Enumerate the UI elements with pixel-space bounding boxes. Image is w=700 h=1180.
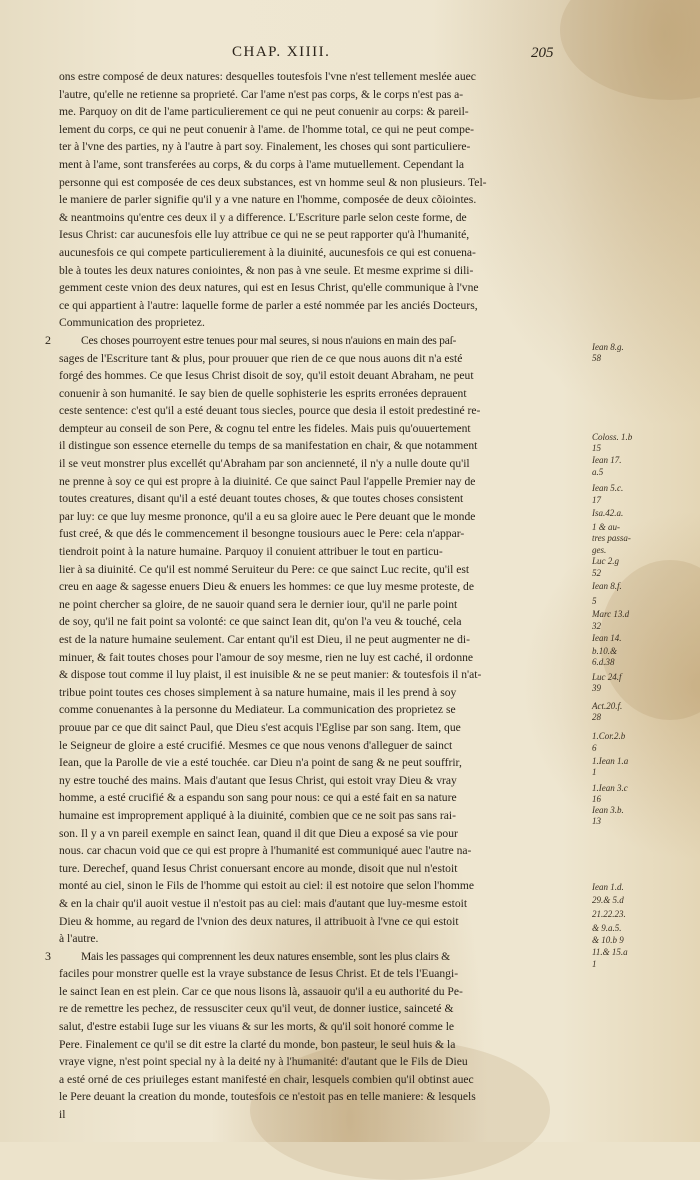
text-line: Iesus Christ: car aucunesfois elle luy attribue ce qui ne se peut rapporter qu'à l'humanité, bbox=[59, 228, 470, 242]
margin-note: 28 bbox=[592, 712, 601, 722]
text-line: ny estre touché des mains. Mais d'autant que Iesus Christ, qui estoit vray Dieu & vray bbox=[59, 773, 457, 787]
margin-note: Iean 1.d. bbox=[592, 882, 624, 892]
margin-note: Luc 2.g bbox=[592, 556, 619, 566]
text-line: il bbox=[59, 1108, 66, 1122]
margin-note: Iean 5.c. bbox=[592, 483, 624, 493]
text-line: le Seigneur de gloire a esté crucifié. Mesmes ce que nous venons d'alleguer de sainct bbox=[59, 738, 453, 752]
margin-note: 29.& 5.d bbox=[592, 895, 624, 905]
margin-note: Iean 14. bbox=[592, 633, 622, 643]
text-line: homme, a esté crucifié & a espandu son sang pour nous: ce qui a esté fait en sa nature bbox=[59, 791, 457, 805]
text-line: nous. car chacun void que ce qui est propre à l'humanité est communiqué auec l'autre na- bbox=[59, 844, 472, 858]
margin-note: Iean 17. bbox=[592, 455, 622, 465]
margin-note: Iean 3.b. bbox=[592, 805, 624, 815]
margin-note: 1 bbox=[592, 959, 597, 969]
text-line: ment à l'ame, sont transferées au corps, & du corps à l'ame mutuellement. Cependant la bbox=[59, 157, 464, 171]
margin-note: Marc 13.d bbox=[592, 609, 630, 619]
text-line: le Pere deuant la creation du monde, toutesfois ce n'estoit pas en telle maniere: & lesquels bbox=[59, 1090, 476, 1104]
margin-note: 32 bbox=[592, 621, 601, 631]
margin-note: 6 bbox=[592, 743, 597, 753]
paragraph bbox=[45, 948, 559, 1124]
paragraph bbox=[45, 332, 559, 948]
text-line: le sainct Iean en est plein. Car ce que nous lisons là, assauoir qu'il a eu authorité du Pe- bbox=[59, 984, 463, 998]
text-line: & en la chair qu'il auoit vestue il n'estoit pas au ciel: mais d'autant que luy-mesme estoit bbox=[59, 896, 468, 910]
text-line: vraye vigne, n'est point special ny à la deité ny à l'humanité: d'autant que le Fils de Dieu bbox=[59, 1055, 468, 1069]
text-line: à l'autre. bbox=[59, 932, 99, 946]
text-line: Ces choses pourroyent estre tenues pour mal seures, si nous n'auions en main des paſ- bbox=[81, 333, 457, 347]
margin-note: 1.Cor.2.b bbox=[592, 731, 626, 741]
text-line: ons estre composé de deux natures: desquelles toutesfois l'vne n'est tellement meslée auec bbox=[59, 70, 476, 83]
text-line: a esté orné de ces priuileges estant manifesté en chair, lesquels combien qu'il obtinst auec bbox=[59, 1072, 474, 1086]
margin-note: 1 & au- bbox=[592, 522, 620, 532]
text-line: Iean, que la Parolle de vie a esté touchée. car Dieu n'a point de sang & ne peut souffrir, bbox=[59, 756, 462, 770]
text-line: toutes creatures, disant qu'il a esté deuant toutes choses, & que toutes choses consistent bbox=[59, 492, 464, 506]
margin-note: & 9.a.5. bbox=[592, 923, 622, 933]
page-header bbox=[0, 44, 700, 68]
margin-note: 1 bbox=[592, 767, 597, 777]
paragraph bbox=[59, 68, 559, 332]
margin-note: & 10.b 9 bbox=[592, 935, 624, 945]
text-line: ceste sentence: c'est qu'il a esté deuant tous siecles, pource que desia il estoit predestiné re- bbox=[59, 404, 481, 418]
text-line: conuenir à son humanité. Ie say bien de quelle sophisterie les esprits erronées deprauent bbox=[59, 386, 467, 400]
margin-note: Isa.42.a. bbox=[592, 508, 624, 518]
paragraph-number: 2 bbox=[45, 332, 51, 347]
margin-note: 1.Iean 1.a bbox=[592, 756, 629, 766]
main-text bbox=[45, 68, 559, 1124]
margin-note: 15 bbox=[592, 443, 601, 453]
margin-note: Luc 24.f bbox=[592, 672, 622, 682]
text-line: me. Parquoy on dit de l'ame particulierement ce qui ne peut conuenir au corps: & pareil- bbox=[59, 105, 469, 119]
page-number: 205 bbox=[531, 45, 554, 61]
text-line: ter à l'vne des parties, ny à l'autre à part soy. Finalement, les choses qui sont particuliere- bbox=[59, 140, 471, 154]
text-line: le maniere de parler signifie qu'il y a vne nature en l'homme, composée de deux cõiointes. bbox=[59, 193, 477, 207]
text-line: re de remettre les pechez, de ressusciter ceux qu'il veut, de donner iustice, sainceté & bbox=[59, 1002, 454, 1016]
text-line: comme conuenantes à la personne du Mediateur. La communication des proprietez se bbox=[59, 703, 456, 717]
margin-note: 52 bbox=[592, 568, 601, 578]
text-line: par luy: ce que luy mesme prononce, qu'il a eu sa gloire auec le Pere deuant que le monde bbox=[59, 509, 476, 523]
text-line: prouue par ce que dit sainct Paul, que Dieu s'est acquis l'Eglise par son sang. Item, que bbox=[59, 720, 461, 734]
margin-note: ges. bbox=[592, 545, 607, 555]
margin-note: b.10.& bbox=[592, 646, 618, 656]
margin-note: 58 bbox=[592, 353, 601, 363]
text-line: ne point chercher sa gloire, de ne sauoir quand sera le dernier iour, qu'il ne parle point bbox=[59, 597, 458, 611]
text-line: Pere. Finalement ce qu'il se dit estre la clarté du monde, bon pasteur, le seul huis & la bbox=[59, 1037, 456, 1051]
margin-note: 1.Iean 3.c bbox=[592, 783, 628, 793]
text-line: Communication des proprietez. bbox=[59, 316, 205, 330]
text-line: ce qui appartient à l'autre: laquelle forme de parler a esté nommée par les anciés Docteurs, bbox=[59, 298, 478, 312]
text-line: lier à sa diuinité. Ce qu'il est nommé Seruiteur du Pere: ce que sainct Luc recite, qu'il est bbox=[59, 562, 470, 576]
margin-note: tres passa- bbox=[592, 533, 631, 543]
margin-note: 11.& 15.a bbox=[592, 947, 628, 957]
text-line: il se veut monstrer plus excellét qu'Abraham par son ancienneté, il n'y a nulle doute qu'il bbox=[59, 457, 470, 471]
text-line: minuer, & fait toutes choses pour l'amour de soy mesme, rien ne luy est caché, il ordonne bbox=[59, 650, 474, 664]
margin-note: Act.20.f. bbox=[592, 701, 623, 711]
text-line: & neantmoins qu'entre ces deux il y a difference. L'Escriture parle selon ceste forme, de bbox=[59, 210, 467, 224]
text-line: monté au ciel, sinon le Fils de l'homme qui estoit au ciel: il est notoire que selon l'homme bbox=[59, 879, 475, 893]
text-line: tribue point toutes ces choses simplement à sa nature humaine, mais il les prend à soy bbox=[59, 685, 457, 699]
margin-note: 5 bbox=[592, 596, 597, 606]
text-line: aucunesfois ce qui compete particulierement à la diuinité, aucunesfois ce qui est conuena- bbox=[59, 245, 476, 259]
margin-note: Coloss. 1.b bbox=[592, 432, 633, 442]
margin-note: 17 bbox=[592, 495, 601, 505]
text-line: sages de l'Escriture tant & plus, pour prouuer que rien de ce que nous auons dit n'a esté bbox=[59, 351, 463, 365]
text-line: lement du corps, ce qui ne peut conuenir à l'ame. de l'homme total, ce qui ne peut compe- bbox=[59, 122, 474, 136]
text-line: salut, d'estre estabii Iuge sur les viuans & sur les morts, & qu'il soit honoré comme le bbox=[59, 1020, 455, 1034]
margin-note: 6.d.38 bbox=[592, 657, 615, 667]
paragraph-number: 3 bbox=[45, 948, 51, 963]
text-line: humaine est improprement appliqué à la diuinité, combien que ce ne soit pas sans rai- bbox=[59, 808, 456, 822]
text-line: l'autre, qu'elle ne retienne sa proprieté. Car l'ame n'est pas corps, & le corps n'est pas a- bbox=[59, 87, 464, 101]
text-line: personne qui est composée de ces deux substances, est vn homme seul & non plusieurs. Tel- bbox=[59, 175, 487, 189]
text-line: forgé des hommes. Ce que Iesus Christ disoit de soy, qu'il estoit deuant Abraham, ne peut bbox=[59, 369, 474, 383]
text-line: creu en aage & sagesse enuers Dieu & enuers les hommes: ce que luy mesme proteste, de bbox=[59, 580, 474, 594]
text-line: fust creé, & que dés le commencement il besongne tousiours auec le Pere: cela n'appar- bbox=[59, 527, 465, 541]
text-line: gemment ceste vnion des deux natures, qui est en Iesus Christ, qu'elle communique à l'vne bbox=[59, 281, 479, 295]
text-line: de soy, qu'il ne fait point sa volonté: ce que sainct Iean dit, qu'on l'a veu & touché, cela bbox=[59, 615, 462, 629]
text-line: ble à toutes les deux natures coniointes, & non pas à vne seule. Et mesme exprime si dili- bbox=[59, 263, 474, 277]
text-line: est de la nature humaine seulement. Car entant qu'il est Dieu, il ne peut augmenter ne di- bbox=[59, 633, 470, 646]
text-line: Dieu & homme, au regard de l'vnion des deux natures, il attribuoit à l'vne ce qui estoit bbox=[59, 914, 459, 928]
text-line: ne prenne à soy ce qui est propre à la diuinité. Ce que sainct Paul l'appelle Premier nay de bbox=[59, 474, 476, 488]
margin-note: Iean 8.g. bbox=[592, 342, 624, 352]
text-line: & dispose tout comme il luy plaist, il est inuisible & ne se peut manier: & toutesfois il n'at- bbox=[59, 668, 482, 682]
margin-note: 16 bbox=[592, 794, 601, 804]
margin-note: Iean 8.f. bbox=[592, 581, 622, 591]
text-line: faciles pour monstrer quelle est la vraye substance de Iesus Christ. Et de tels l'Euangi- bbox=[59, 967, 459, 981]
margin-note: 39 bbox=[592, 683, 601, 693]
text-line: tiendroit point à la nature humaine. Parquoy il conuient attribuer le tout en particu- bbox=[59, 545, 443, 559]
text-line: il distingue son essence eternelle du temps de sa manifestation en chair, & que notamment bbox=[59, 439, 478, 453]
running-head: CHAP. XIIII. bbox=[232, 44, 331, 60]
margin-note: 13 bbox=[592, 816, 601, 826]
text-line: son. Il y a vn pareil exemple en sainct Iean, quand il dit que Dieu a exposé sa vie pour bbox=[59, 826, 458, 840]
text-line: Mais les passages qui comprennent les deux natures ensemble, sont les plus clairs & bbox=[81, 949, 450, 963]
margin-note: 21.22.23. bbox=[592, 909, 626, 919]
text-line: dempteur au conseil de son Pere, & cognu tel entre les fideles. Mais puis qu'ouuertement bbox=[59, 421, 471, 435]
text-line: ture. Derechef, quand Iesus Christ conuersant encore au monde, disoit que nul n'estoit bbox=[59, 861, 458, 875]
margin-note: a.5 bbox=[592, 467, 604, 477]
